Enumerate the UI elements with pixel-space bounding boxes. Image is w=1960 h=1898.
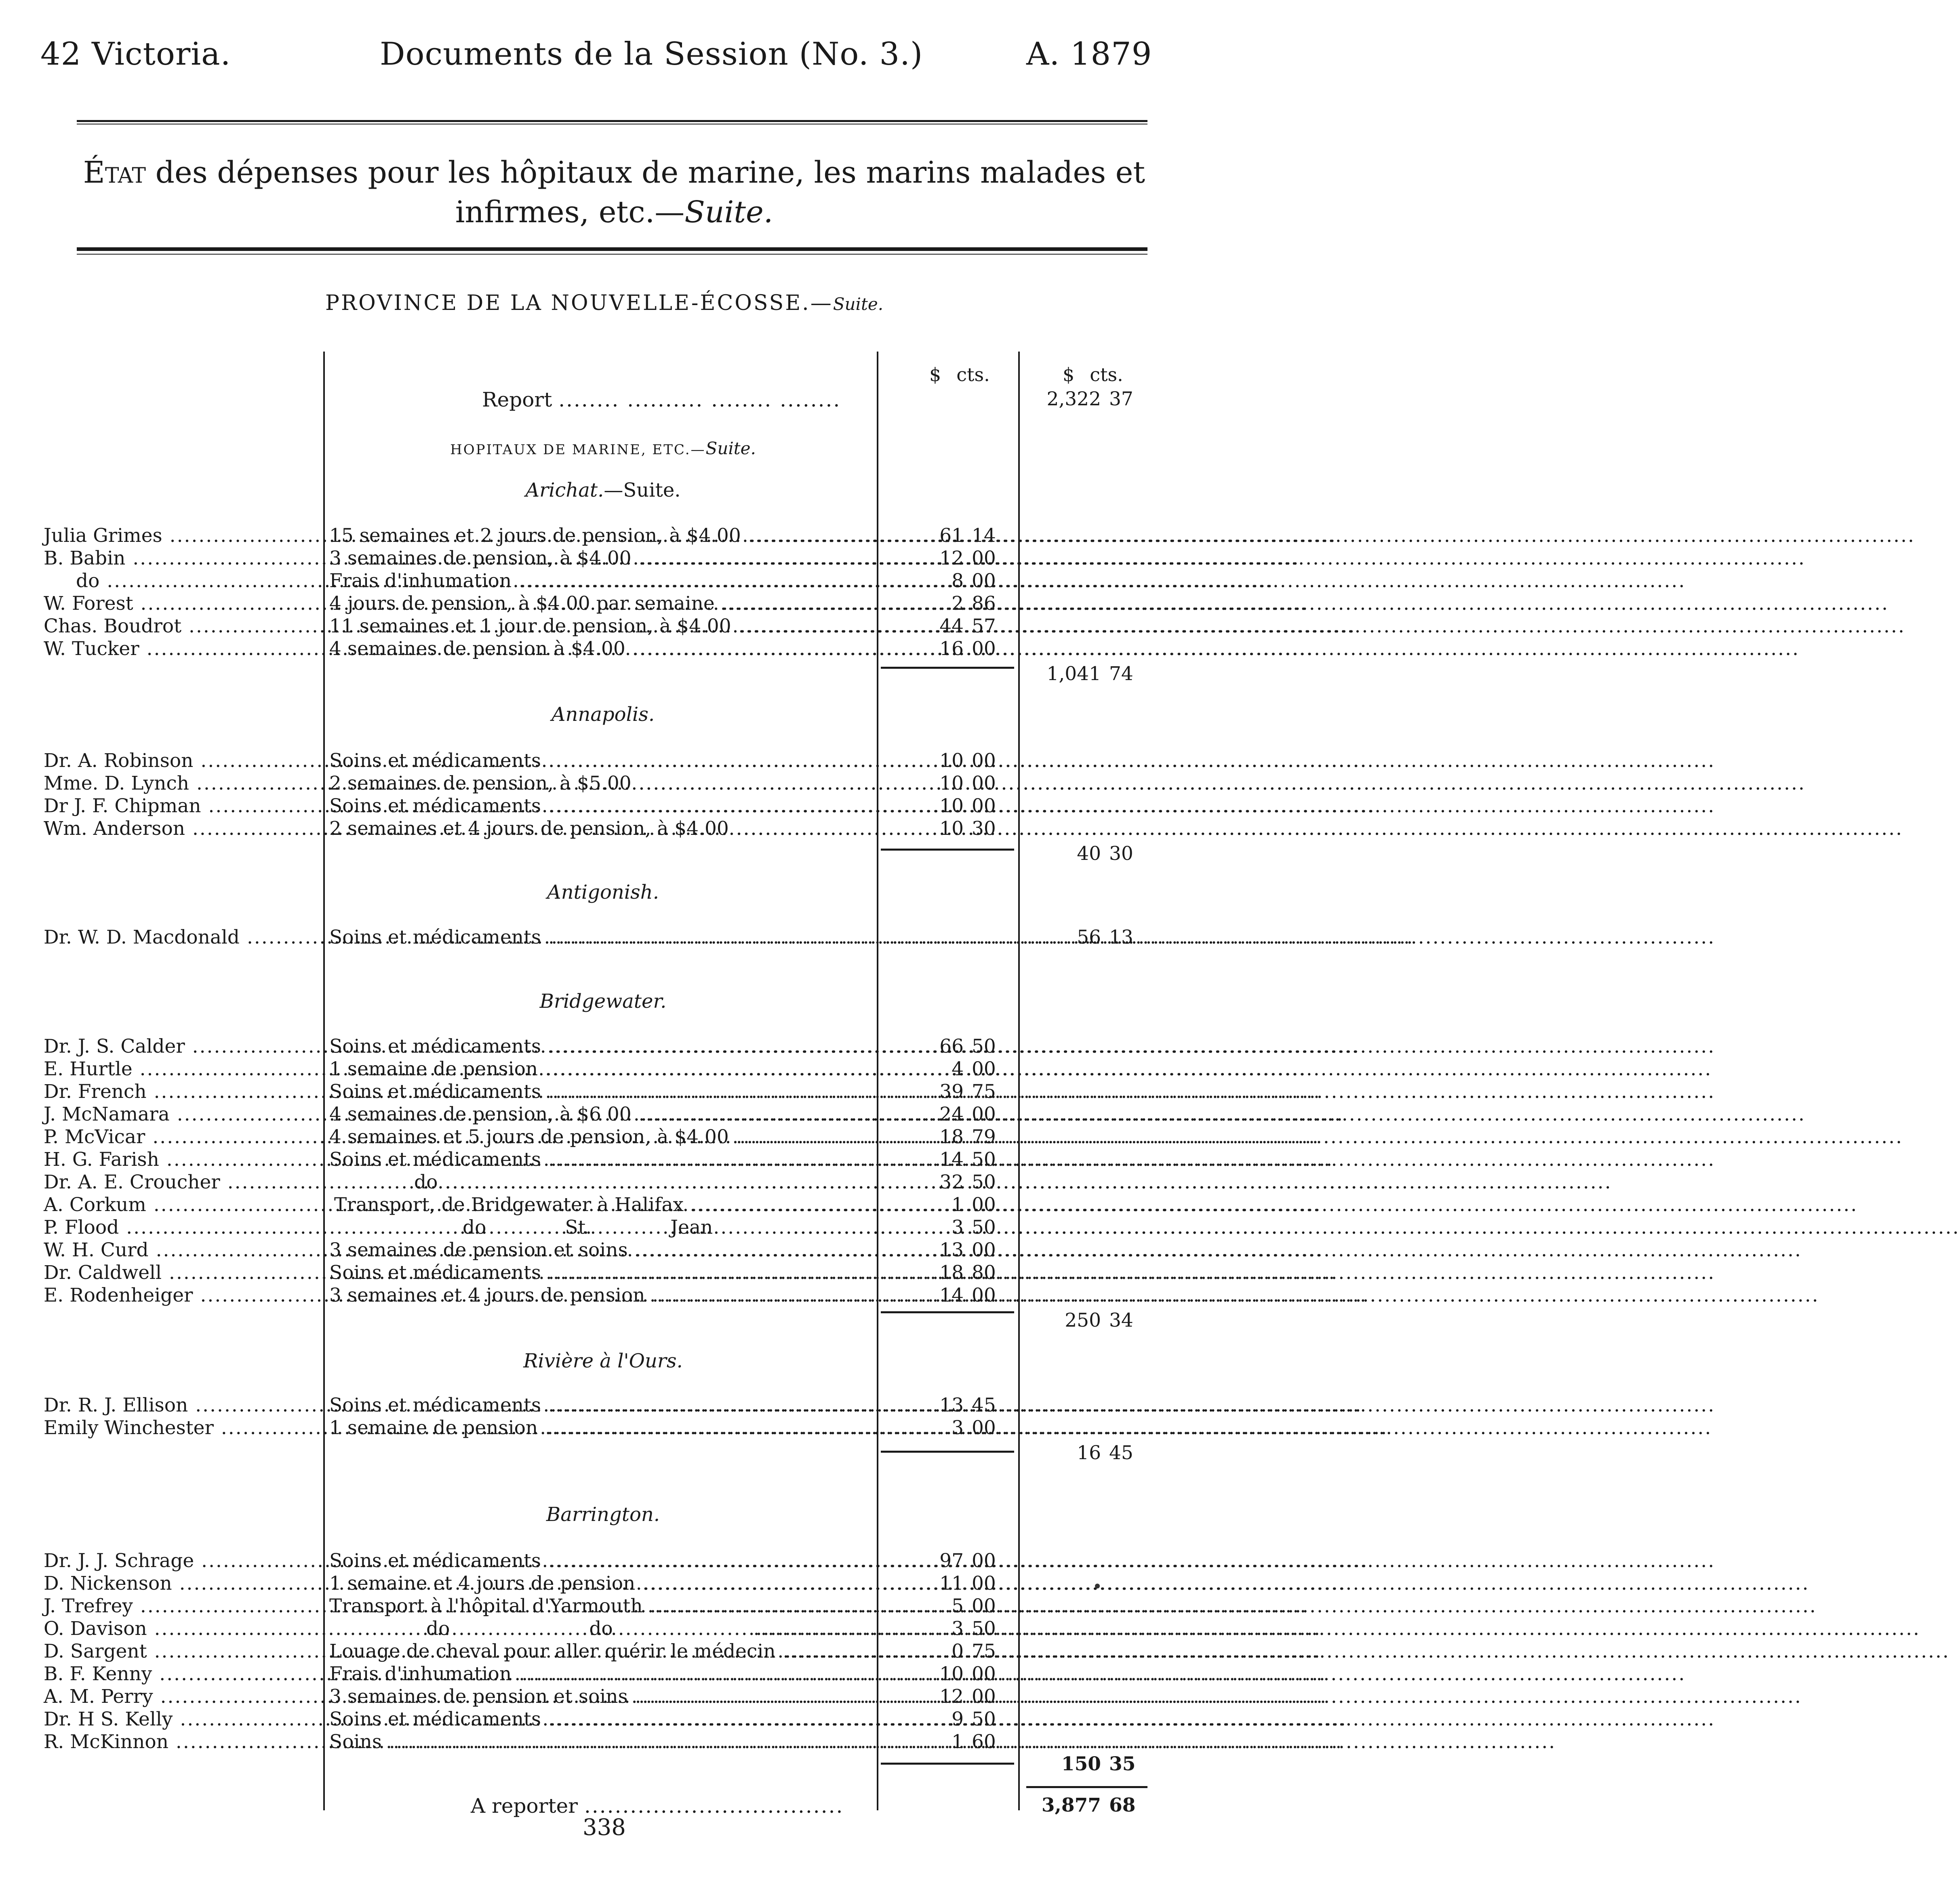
expense-amount xyxy=(885,1640,1006,1663)
expense-description: do do ..... xyxy=(329,1618,877,1640)
table-row xyxy=(0,1058,1208,1081)
amount-dollars: 13 xyxy=(939,1394,964,1416)
amount-cents: 00 xyxy=(972,1685,996,1708)
amount-cents: 45 xyxy=(972,1394,996,1416)
report-total xyxy=(1026,388,1143,411)
expense-amount xyxy=(885,1550,1006,1572)
amount-cents: 75 xyxy=(972,1640,996,1662)
expense-description: Soins et médicaments ..... xyxy=(329,1708,877,1731)
payee-name: Dr. A. E. Croucher ..... xyxy=(44,1171,322,1194)
amount-dollars: 5 xyxy=(952,1595,964,1617)
province-heading xyxy=(0,291,1208,315)
stray-mark xyxy=(1095,1584,1100,1588)
expense-amount xyxy=(885,570,1006,592)
amount-dollars: 3 xyxy=(952,1216,964,1239)
amount-dollars: 18 xyxy=(939,1262,964,1284)
expense-amount xyxy=(885,547,1006,570)
payee-name: Chas. Boudrot ..... xyxy=(44,615,322,638)
expense-description: 2 semaines de pension, à $5.00 ..... xyxy=(329,772,877,795)
total-dollars: 250 xyxy=(1065,1309,1101,1331)
amount-cents: 00 xyxy=(972,1194,996,1216)
subtotal-rule xyxy=(881,1451,1014,1453)
section-total xyxy=(1026,843,1143,865)
expense-amount xyxy=(885,1194,1006,1216)
header-session-year: 42 Victoria. xyxy=(40,36,231,72)
expense-amount xyxy=(885,1284,1006,1307)
expense-description: 1 semaine de pension ..... xyxy=(329,1058,877,1081)
amount-cents: 60 xyxy=(972,1731,996,1753)
subtotal-rule xyxy=(881,1763,1014,1765)
amount-dollars: 8 xyxy=(952,570,964,592)
table-row xyxy=(0,1663,1208,1685)
expense-amount xyxy=(885,772,1006,795)
amount-cents: 00 xyxy=(972,1572,996,1595)
report-leader: ........ .......... ........ ........ xyxy=(558,388,841,411)
amount-cents: 00 xyxy=(972,1595,996,1617)
amount-dollars: 24 xyxy=(939,1103,964,1125)
section-heading-bridgewater xyxy=(329,990,877,1013)
expense-description: Soins et médicaments ..... xyxy=(329,1035,877,1058)
payee-name: W. H. Curd ..... xyxy=(44,1239,322,1262)
amount-cents: 50 xyxy=(972,1618,996,1640)
expense-amount xyxy=(885,1572,1006,1595)
page-title xyxy=(73,153,1156,232)
amount-dollars: 61 xyxy=(939,525,964,547)
expense-amount: ........................ xyxy=(885,926,1059,948)
table-row xyxy=(0,1394,1208,1417)
total-dollars: 1,041 xyxy=(1046,663,1101,685)
payee-name: Dr. French ..... xyxy=(44,1081,322,1103)
amount-dollars: 97 xyxy=(939,1550,964,1572)
expense-description: 4 jours de pension, à $4.00 par semaine ..... xyxy=(329,592,877,615)
payee-name: J. Trefrey ..... xyxy=(44,1595,322,1618)
expense-amount xyxy=(885,638,1006,660)
expense-description: Transport, de Bridgewater à Halifax ..... xyxy=(329,1194,877,1216)
expense-amount xyxy=(885,525,1006,547)
table-row xyxy=(0,1618,1208,1640)
amount-cents: 00 xyxy=(972,1550,996,1572)
carry-forward-cents: 68 xyxy=(1109,1794,1136,1816)
amount-dollars: 32 xyxy=(939,1171,964,1193)
table-row xyxy=(0,1640,1208,1663)
payee-name: Dr. J. S. Calder ..... xyxy=(44,1035,322,1058)
expense-amount xyxy=(885,1081,1006,1103)
amount-cents: 50 xyxy=(972,1171,996,1193)
province-heading-italic: Suite. xyxy=(833,294,884,314)
amount-dollars: 16 xyxy=(939,638,964,660)
expense-amount xyxy=(885,1262,1006,1284)
expense-description: Soins et médicaments ..... xyxy=(329,795,877,817)
amount-dollars: 10 xyxy=(939,1663,964,1685)
amount-cents: 00 xyxy=(972,1103,996,1125)
expense-description: 4 semaines de pension à $4.00 ..... xyxy=(329,638,877,660)
amount-cents: 30 xyxy=(972,817,996,840)
amount-dollars: 10 xyxy=(939,772,964,794)
payee-name: R. McKinnon ..... xyxy=(44,1731,322,1753)
column-head-dollar: $ xyxy=(1063,364,1075,385)
section-total xyxy=(1026,1753,1143,1776)
amount-dollars: 14 xyxy=(939,1284,964,1306)
expense-amount xyxy=(885,1171,1006,1194)
payee-name: Mme. D. Lynch ..... xyxy=(44,772,322,795)
expense-description: 4 semaines de pension, à $6 00 ..... xyxy=(329,1103,877,1126)
payee-name: A. Corkum ..... xyxy=(44,1194,322,1216)
table-row xyxy=(0,795,1208,817)
table-row xyxy=(0,1595,1208,1618)
payee-name: D. Sargent ..... xyxy=(44,1640,322,1663)
amount-cents: 79 xyxy=(972,1126,996,1148)
payee-name: O. Davison ..... xyxy=(44,1618,322,1640)
total-dollars: 40 xyxy=(1077,843,1101,865)
report-label: Report xyxy=(482,388,552,411)
payee-name: P. Flood ..... xyxy=(44,1216,322,1239)
payee-name: Dr. Caldwell ..... xyxy=(44,1262,322,1284)
amount-cents: 00 xyxy=(972,1239,996,1261)
payee-name: Julia Grimes ..... xyxy=(44,525,322,547)
amount-cents: 80 xyxy=(972,1262,996,1284)
carry-forward-leader: .................................. xyxy=(584,1794,844,1818)
table-row xyxy=(0,1572,1208,1595)
expense-description: do ..... xyxy=(329,1171,877,1194)
payee-name: Dr. J. J. Schrage ..... xyxy=(44,1550,322,1572)
expense-description: Frais d'inhumation ..... xyxy=(329,570,877,592)
amount-cents: 00 xyxy=(972,547,996,569)
payee-name: B. Babin ..... xyxy=(44,547,322,570)
amount-dollars: 10 xyxy=(939,817,964,840)
table-row xyxy=(0,1685,1208,1708)
table-row xyxy=(0,1731,1208,1753)
expense-amount xyxy=(885,1417,1006,1439)
title-rule xyxy=(77,247,1147,251)
expense-amount xyxy=(885,1708,1006,1731)
payee-name: Dr. A. Robinson ..... xyxy=(44,750,322,772)
table-row xyxy=(0,1550,1208,1572)
amount-dollars: 12 xyxy=(939,547,964,569)
total-cents: 34 xyxy=(1109,1309,1133,1331)
amount-cents: 00 xyxy=(972,750,996,772)
expense-amount xyxy=(885,1663,1006,1685)
expense-amount xyxy=(885,1216,1006,1239)
amount-cents: 00 xyxy=(972,1663,996,1685)
province-heading-text: PROVINCE DE LA NOUVELLE-ÉCOSSE.— xyxy=(325,291,833,315)
amount-dollars: 1 xyxy=(952,1194,964,1216)
carry-forward-total xyxy=(1026,1794,1143,1817)
section-total xyxy=(1026,663,1143,685)
expense-amount xyxy=(885,615,1006,638)
amount-dollars: 0 xyxy=(952,1640,964,1662)
expense-amount xyxy=(885,795,1006,817)
section-total xyxy=(1026,1309,1143,1332)
expense-description: Soins ..... xyxy=(329,1731,877,1753)
table-row xyxy=(0,547,1208,570)
amount-cents: 57 xyxy=(972,615,996,637)
payee-name: Dr. R. J. Ellison ..... xyxy=(44,1394,322,1417)
amount-cents: 00 xyxy=(972,1284,996,1306)
amount-cents: 50 xyxy=(972,1148,996,1171)
payee-name: B. F. Kenny ..... xyxy=(44,1663,322,1685)
expense-description: Soins et médicaments ..... xyxy=(329,750,877,772)
amount-dollars: 66 xyxy=(939,1035,964,1057)
page-number: 338 xyxy=(583,1814,626,1841)
amount-dollars: 10 xyxy=(939,750,964,772)
payee-name: E. Rodenheiger ..... xyxy=(44,1284,322,1307)
expense-description: 3 semaines de pension et soins ..... xyxy=(329,1685,877,1708)
section-heading-antigonish xyxy=(329,881,877,904)
table-row xyxy=(0,592,1208,615)
section-name: Antigonish. xyxy=(547,881,659,904)
section-heading-riviere-a-l-ours xyxy=(329,1350,877,1372)
expense-amount xyxy=(885,592,1006,615)
total-cents: 45 xyxy=(1109,1442,1133,1464)
expense-amount xyxy=(885,1394,1006,1417)
table-row xyxy=(0,1035,1208,1058)
amount-cents: 86 xyxy=(972,592,996,615)
expense-amount xyxy=(885,1035,1006,1058)
amount-dollars: 14 xyxy=(939,1148,964,1171)
table-row xyxy=(0,615,1208,638)
expense-description: 11 semaines et 1 jour de pension, à $4.00 ..... xyxy=(329,615,877,638)
expense-description: 1 semaine de pension ..... xyxy=(329,1417,877,1439)
carry-forward-dollars: 3,877 xyxy=(1041,1794,1101,1816)
section-heading-annapolis xyxy=(329,703,877,726)
expense-amount xyxy=(885,1595,1006,1618)
amount-dollars: 39 xyxy=(939,1081,964,1103)
column-head-cents: cts. xyxy=(1090,364,1123,385)
expense-description: 3 semaines de pension et soins ..... xyxy=(329,1239,877,1262)
amount-cents: 50 xyxy=(972,1708,996,1730)
expense-description: Soins et médicaments ..... xyxy=(329,1550,877,1572)
payee-name: Dr J. F. Chipman ..... xyxy=(44,795,322,817)
expense-description: Soins et médicaments ..... xyxy=(329,1081,877,1103)
expense-description: 3 semaines et 4 jours de pension ..... xyxy=(329,1284,877,1307)
expense-amount xyxy=(885,1148,1006,1171)
payee-name: J. McNamara ..... xyxy=(44,1103,322,1126)
payee-name: Dr. H S. Kelly ..... xyxy=(44,1708,322,1731)
expense-description: 1 semaine et 4 jours de pension ..... xyxy=(329,1572,877,1595)
expense-description: Frais d'inhumation ..... xyxy=(329,1663,877,1685)
subheading-text: HOPITAUX DE MARINE, ETC.— xyxy=(450,442,706,458)
amount-dollars: 3 xyxy=(952,1417,964,1439)
table-row xyxy=(0,817,1208,840)
section-name: Rivière à l'Ours. xyxy=(523,1350,683,1372)
amount-cents: 00 xyxy=(972,772,996,794)
amount-dollars: 10 xyxy=(939,795,964,817)
table-row xyxy=(0,1417,1208,1439)
amount-dollars: 2 xyxy=(952,592,964,615)
amount-dollars: 9 xyxy=(952,1708,964,1730)
amount-cents: 50 xyxy=(972,1035,996,1057)
expense-description: 2 semaines et 4 jours de pension, à $4.00 ..... xyxy=(329,817,877,840)
header-document-title: Documents de la Session (No. 3.) xyxy=(380,36,923,72)
subtotal-rule xyxy=(881,1311,1014,1313)
table-row xyxy=(0,1148,1208,1171)
subtotal-rule xyxy=(881,849,1014,851)
expense-amount xyxy=(885,817,1006,840)
table-row xyxy=(0,638,1208,660)
section-heading-arichat xyxy=(329,479,877,501)
header-rule xyxy=(77,120,1147,122)
amount-cents: 00 xyxy=(972,638,996,660)
header-year: A. 1879 xyxy=(1026,36,1152,72)
subheading xyxy=(329,438,877,458)
table-row xyxy=(0,1239,1208,1262)
expense-amount xyxy=(885,1239,1006,1262)
title-line2: infirmes, etc.— xyxy=(455,195,685,230)
expense-description: Louage de cheval pour aller quérir le médecin ..... xyxy=(329,1640,877,1663)
amount-cents: 75 xyxy=(972,1081,996,1103)
table-row xyxy=(0,750,1208,772)
title-line2-italic: Suite. xyxy=(684,195,773,230)
total-dollars: 150 xyxy=(1061,1753,1101,1775)
amount-dollars: 1 xyxy=(952,1731,964,1753)
total-cents: 74 xyxy=(1109,663,1133,685)
amount-dollars: 44 xyxy=(939,615,964,637)
payee-name: H. G. Farish ..... xyxy=(44,1148,322,1171)
section-total xyxy=(1026,1442,1143,1464)
expense-description: Soins et médicaments ..... xyxy=(329,1394,877,1417)
total-dollars: 56 xyxy=(1077,926,1101,948)
amount-cents: 00 xyxy=(972,1058,996,1080)
table-row xyxy=(0,1194,1208,1216)
section-name: Barrington. xyxy=(546,1503,660,1526)
expense-description: Soins et médicaments ..... xyxy=(329,1148,877,1171)
title-first-word: État xyxy=(83,155,146,190)
expense-description: 15 semaines et 2 jours de pension, à $4.00 ..... xyxy=(329,525,877,547)
expense-description: Soins et médicaments ..... xyxy=(329,926,877,949)
payee-name: Dr. W. D. Macdonald ..... xyxy=(44,926,322,949)
amount-cents: 00 xyxy=(972,570,996,592)
amount-dollars: 4 xyxy=(952,1058,964,1080)
table-row xyxy=(0,1081,1208,1103)
report-cents: 37 xyxy=(1109,388,1133,410)
table-row xyxy=(0,1216,1208,1239)
table-row xyxy=(0,1171,1208,1194)
report-dollars: 2,322 xyxy=(1046,388,1101,410)
column-head-amounts xyxy=(929,364,990,385)
column-head-dollar: $ xyxy=(929,364,941,385)
payee-name: Wm. Anderson ..... xyxy=(44,817,322,840)
expense-amount xyxy=(885,1731,1006,1753)
expense-description: Transport à l'hôpital d'Yarmouth ..... xyxy=(329,1595,877,1618)
section-heading-barrington xyxy=(329,1503,877,1526)
total-cents: 30 xyxy=(1109,843,1133,865)
amount-cents: 00 xyxy=(972,795,996,817)
payee-name: D. Nickenson ..... xyxy=(44,1572,322,1595)
expense-amount xyxy=(885,1685,1006,1708)
expense-amount xyxy=(885,1618,1006,1640)
table-row xyxy=(0,772,1208,795)
title-line1: des dépenses pour les hôpitaux de marine, les marins malades et xyxy=(146,155,1145,190)
section-name: Bridgewater. xyxy=(539,990,667,1013)
amount-dollars: 13 xyxy=(939,1239,964,1261)
section-suffix: —Suite. xyxy=(604,479,681,501)
expense-amount xyxy=(885,1103,1006,1126)
expense-description: 4 semaines et 5 jours de pension, à $4.00 ..... xyxy=(329,1126,877,1148)
report-brought-forward xyxy=(329,388,877,411)
section-total xyxy=(1026,926,1143,949)
table-row xyxy=(0,570,1208,592)
table-row xyxy=(0,1103,1208,1126)
payee-name: A. M. Perry ..... xyxy=(44,1685,322,1708)
grand-total-rule xyxy=(1026,1786,1147,1788)
payee-name: P. McVicar ..... xyxy=(44,1126,322,1148)
amount-cents: 00 xyxy=(972,1417,996,1439)
expense-description: do St. Jean ..... xyxy=(329,1216,877,1239)
section-name: Arichat. xyxy=(525,479,604,501)
subheading-italic: Suite. xyxy=(705,438,756,458)
expense-description: Soins et médicaments ..... xyxy=(329,1262,877,1284)
table-row xyxy=(0,1284,1208,1307)
total-dollars: 16 xyxy=(1077,1442,1101,1464)
table-row xyxy=(0,1708,1208,1731)
amount-dollars: 18 xyxy=(939,1126,964,1148)
carry-forward-label: A reporter xyxy=(471,1794,578,1818)
table-row xyxy=(0,1262,1208,1284)
payee-name: W. Tucker ..... xyxy=(44,638,322,660)
amount-cents: 50 xyxy=(972,1216,996,1239)
column-head-cents: cts. xyxy=(956,364,990,385)
payee-name: do ..... xyxy=(44,570,322,592)
amount-dollars: 12 xyxy=(939,1685,964,1708)
amount-cents: 14 xyxy=(972,525,996,547)
section-name: Annapolis. xyxy=(551,703,655,726)
amount-dollars: 11 xyxy=(939,1572,964,1595)
column-head-totals xyxy=(1063,364,1123,385)
payee-name: Emily Winchester ..... xyxy=(44,1417,322,1439)
table-row xyxy=(0,1126,1208,1148)
expense-description: 3 semaines de pension, à $4.00 ..... xyxy=(329,547,877,570)
expense-amount xyxy=(885,750,1006,772)
payee-name: W. Forest ..... xyxy=(44,592,322,615)
expense-amount xyxy=(885,1126,1006,1148)
total-cents: 13 xyxy=(1109,926,1133,948)
title-rule-thin xyxy=(77,254,1147,255)
table-row xyxy=(0,525,1208,547)
expense-amount xyxy=(885,1058,1006,1081)
payee-name: E. Hurtle ..... xyxy=(44,1058,322,1081)
total-cents: 35 xyxy=(1109,1753,1136,1775)
amount-dollars: 3 xyxy=(952,1618,964,1640)
subtotal-rule xyxy=(881,667,1014,669)
